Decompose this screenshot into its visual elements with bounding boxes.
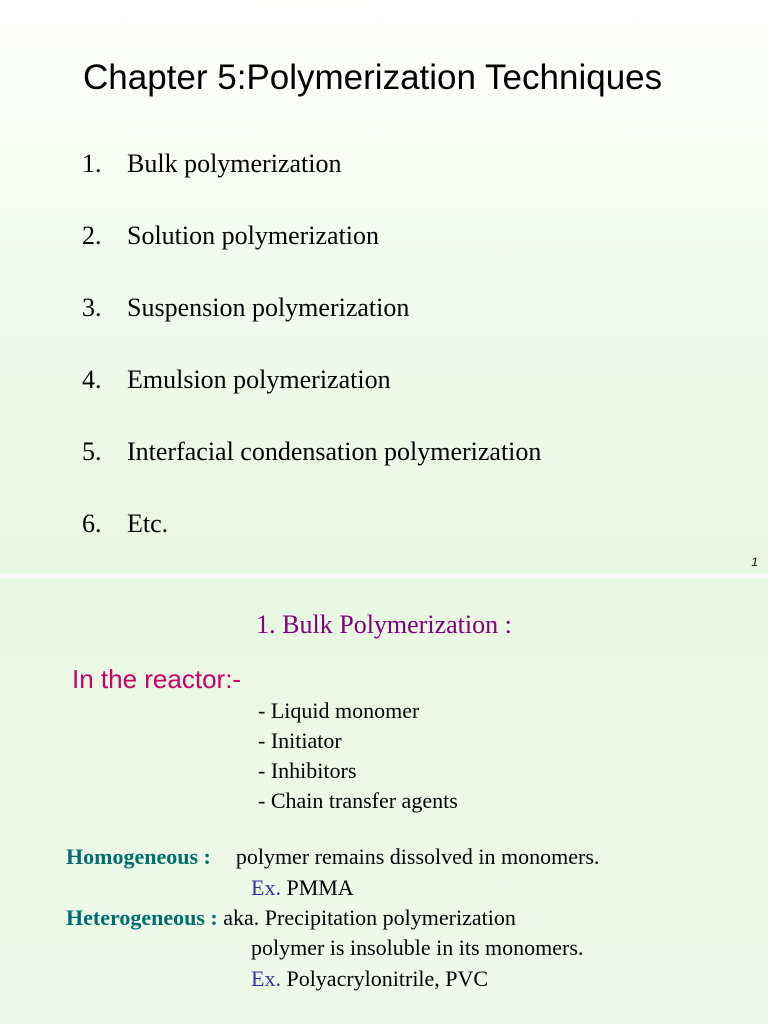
reactor-label: In the reactor:- xyxy=(72,664,242,694)
list-number: 5. xyxy=(82,437,102,466)
section-heading: 1. Bulk Polymerization : xyxy=(256,610,512,639)
heterogeneous-term: Heterogeneous : xyxy=(66,905,218,930)
homogeneous-term: Homogeneous : xyxy=(66,844,211,869)
heterogeneous-description-2: polymer is insoluble in its monomers. xyxy=(251,935,584,960)
list-item xyxy=(82,365,541,437)
reactor-item: - Chain transfer agents xyxy=(258,788,458,813)
technique-list xyxy=(82,149,541,581)
list-text: Etc. xyxy=(127,509,169,538)
list-text: Interfacial condensation polymerization xyxy=(127,437,542,466)
list-text: Bulk polymerization xyxy=(127,149,342,178)
example-value: PMMA xyxy=(286,875,354,900)
list-number: 2. xyxy=(82,221,102,250)
reactor-item: - Liquid monomer xyxy=(258,698,420,723)
homogeneous-line xyxy=(66,844,599,870)
list-text: Suspension polymerization xyxy=(127,293,410,322)
list-item xyxy=(82,437,541,509)
list-number: 4. xyxy=(82,365,102,394)
page-number: 1 xyxy=(751,555,758,569)
list-item xyxy=(82,509,541,581)
example-value: Polyacrylonitrile, PVC xyxy=(286,966,489,991)
slide-title: Chapter 5:Polymerization Techniques xyxy=(83,58,663,97)
list-item xyxy=(82,221,541,293)
heterogeneous-description: aka. Precipitation polymerization xyxy=(223,905,516,930)
example-label: Ex. xyxy=(251,875,281,900)
list-item xyxy=(82,149,541,221)
heterogeneous-example xyxy=(251,966,488,992)
slide-2 xyxy=(0,578,768,1024)
list-item xyxy=(82,293,541,365)
example-label: Ex. xyxy=(251,966,281,991)
homogeneous-description: polymer remains dissolved in monomers. xyxy=(235,844,600,869)
homogeneous-example xyxy=(251,875,354,901)
reactor-item: - Initiator xyxy=(258,728,342,753)
heterogeneous-line xyxy=(66,905,516,931)
list-number: 6. xyxy=(82,509,102,538)
reactor-list xyxy=(258,698,458,818)
list-text: Emulsion polymerization xyxy=(127,365,391,394)
list-text: Solution polymerization xyxy=(127,221,380,250)
reactor-item: - Inhibitors xyxy=(258,758,357,783)
list-number: 3. xyxy=(82,293,102,322)
list-number: 1. xyxy=(82,149,102,178)
